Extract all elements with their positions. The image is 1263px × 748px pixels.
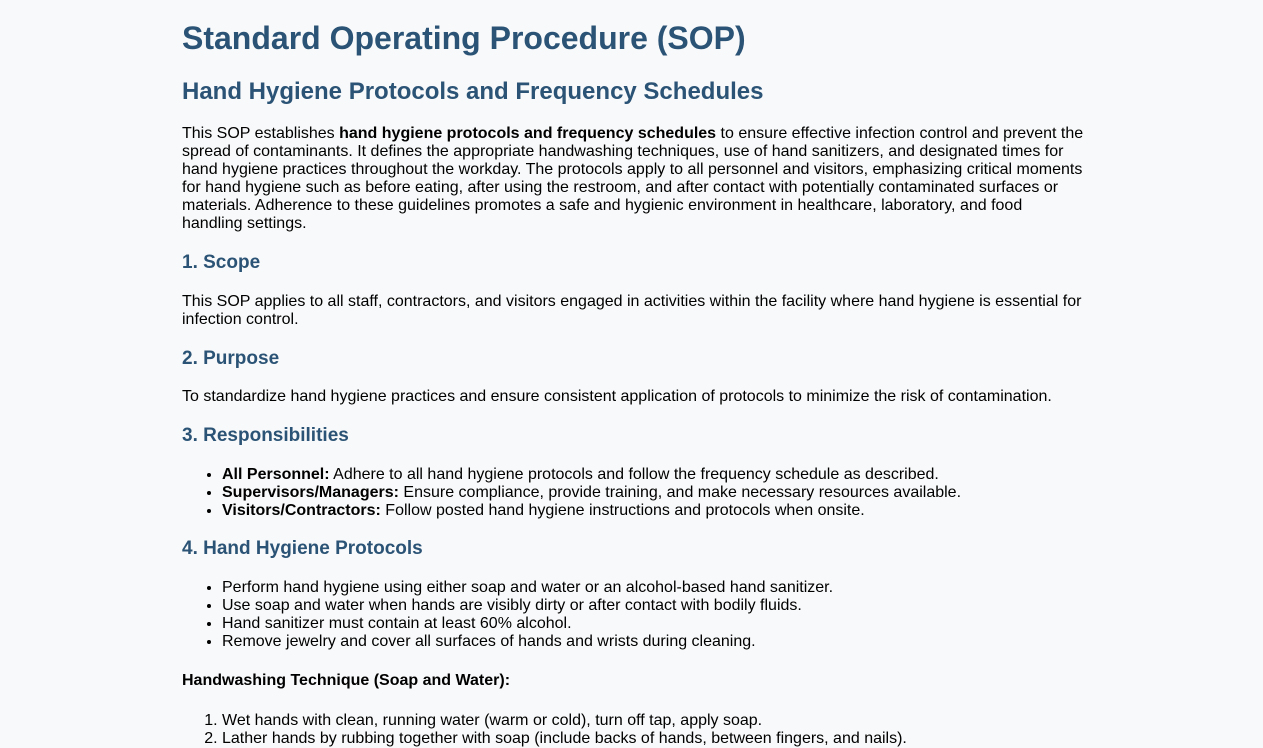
- responsibilities-heading: 3. Responsibilities: [182, 425, 349, 446]
- technique-heading: Handwashing Technique (Soap and Water):: [182, 672, 511, 689]
- intro-paragraph: [182, 125, 1087, 233]
- list-item: 2. Lather hands by rubbing together with soap (include backs of hands, between fingers, and nails).: [222, 730, 1102, 748]
- intro-text-start: This SOP establishes: [182, 125, 340, 142]
- scope-text: This SOP applies to all staff, contractors, and visitors engaged in activities within the facility where hand hygiene is essential for infection control.: [182, 293, 1082, 328]
- list-item: [222, 484, 1102, 502]
- purpose-text: To standardize hand hygiene practices and ensure consistent application of protocols to minimize the risk of contamination.: [182, 388, 1052, 405]
- list-item: [222, 502, 1102, 520]
- role-text: Follow posted hand hygiene instructions and protocols when onsite.: [380, 502, 865, 519]
- intro-text-bold: hand hygiene protocols and frequency schedules: [339, 125, 717, 142]
- list-item: 1. Wet hands with clean, running water (warm or cold), turn off tap, apply soap.: [222, 712, 1102, 730]
- technique-steps: [182, 712, 1102, 748]
- page-title: Standard Operating Procedure (SOP): [182, 20, 746, 56]
- page-subtitle: Hand Hygiene Protocols and Frequency Schedules: [182, 78, 764, 105]
- role-label: Supervisors/Managers:: [222, 484, 399, 501]
- responsibilities-list: [182, 466, 1102, 520]
- purpose-heading: 2. Purpose: [182, 348, 280, 369]
- role-text: Ensure compliance, provide training, and make necessary resources available.: [398, 484, 962, 501]
- list-item: • Remove jewelry and cover all surfaces of hands and wrists during cleaning.: [222, 633, 1102, 651]
- role-text: Adhere to all hand hygiene protocols and follow the frequency schedule as described.: [329, 466, 939, 483]
- list-item: • Hand sanitizer must contain at least 60% alcohol.: [222, 615, 1102, 633]
- list-item: • Use soap and water when hands are visibly dirty or after contact with bodily fluids.: [222, 597, 1102, 615]
- list-item: [222, 466, 1102, 484]
- scope-heading: 1. Scope: [182, 252, 261, 273]
- protocols-list: [182, 579, 1102, 651]
- role-label: Visitors/Contractors:: [222, 502, 381, 519]
- role-label: All Personnel:: [222, 466, 330, 483]
- protocols-heading: 4. Hand Hygiene Protocols: [182, 538, 423, 559]
- intro-text-end: to ensure effective infection control and prevent the spread of contaminants. It defines the appropriate handwashing techniques, use of hand sanitizers, and designated times for hand hygiene practices throughout the workday. The protocols apply to all personnel and visitors, emphasizing critical moments for hand hygiene such as before eating, after using the restroom, and after contact with potentially contaminated surfaces or materials. Adherence to these guidelines promotes a safe and hygienic environment in healthcare, laboratory, and food handling settings.: [182, 125, 1084, 232]
- list-item: • Perform hand hygiene using either soap and water or an alcohol-based hand sanitizer.: [222, 579, 1102, 597]
